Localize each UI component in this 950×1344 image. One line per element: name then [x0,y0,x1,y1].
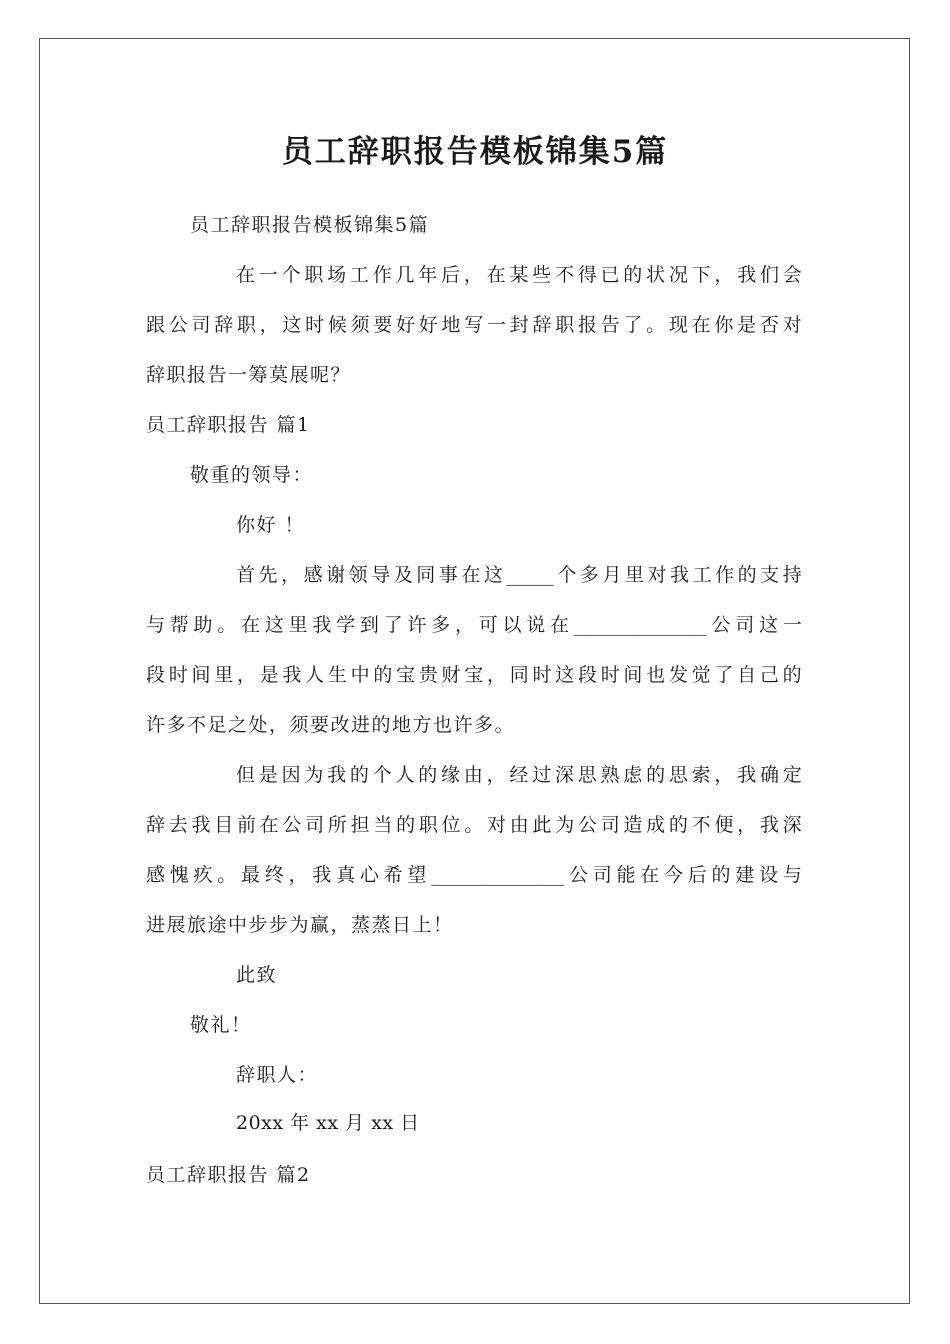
document-subtitle: 员工辞职报告模板锦集5篇 [190,214,430,236]
greeting: 你好 ！ [236,514,306,536]
intro-line-2: 跟 公 司 辞 职 ， 这 时 候 须 要 好 好 地 写 一 封 辞 职 报 告 了 。 现 在 你 是 否 对 [146,314,802,336]
para2-line-1: 但 是 因 为 我 的 个 人 的 缘 由 ， 经 过 深 思 熟 虑 的 思 索 ， 我 确 定 [236,764,802,786]
date-line: 20xx 年 xx 月 xx 日 [236,1112,420,1134]
intro-line-3: 辞职报告一筹莫展呢？ [146,364,352,386]
salutation: 敬重的领导： [190,464,314,486]
para2-line-3: 感 愧 疚 。 最 终 ， 我 真 心 希 望 ______________ 公 司 能 在 今 后 的 建 设 与 [146,864,802,886]
para1-line-2: 与 帮 助 。 在 这 里 我 学 到 了 许 多 ， 可 以 说 在 ______________ 公 司 这 一 [146,614,802,636]
closing-line-1: 此致 [236,964,278,986]
para1-line-1: 首 先 ， 感 谢 领 导 及 同 事 在 这 _____ 个 多 月 里 对 我 工 作 的 支 持 [236,564,802,586]
signature-label: 辞职人： [236,1064,319,1086]
para2-line-2: 辞 去 我 目 前 在 公 司 所 担 当 的 职 位 。 对 由 此 为 公 司 造 成 的 不 便 ， 我 深 [146,814,802,836]
para2-line-4: 进展旅途中步步为赢，蒸蒸日上！ [146,914,454,936]
para1-line-3: 段 时 间 里 ， 是 我 人 生 中 的 宝 贵 财 宝 ， 同 时 这 段 时 间 也 发 觉 了 自 己 的 [146,664,802,686]
section-heading-1: 员工辞职报告 篇1 [146,414,311,436]
document-title: 员工辞职报告模板锦集5篇 [281,134,669,170]
para1-line-4: 许多不足之处，须要改进的地方也许多。 [146,714,516,736]
closing-line-2: 敬礼！ [190,1014,252,1036]
intro-line-1: 在 一 个 职 场 工 作 几 年 后 ， 在 某 些 不 得 已 的 状 况 下 ， 我 们 会 [236,264,802,286]
section-heading-2: 员工辞职报告 篇2 [146,1164,311,1186]
